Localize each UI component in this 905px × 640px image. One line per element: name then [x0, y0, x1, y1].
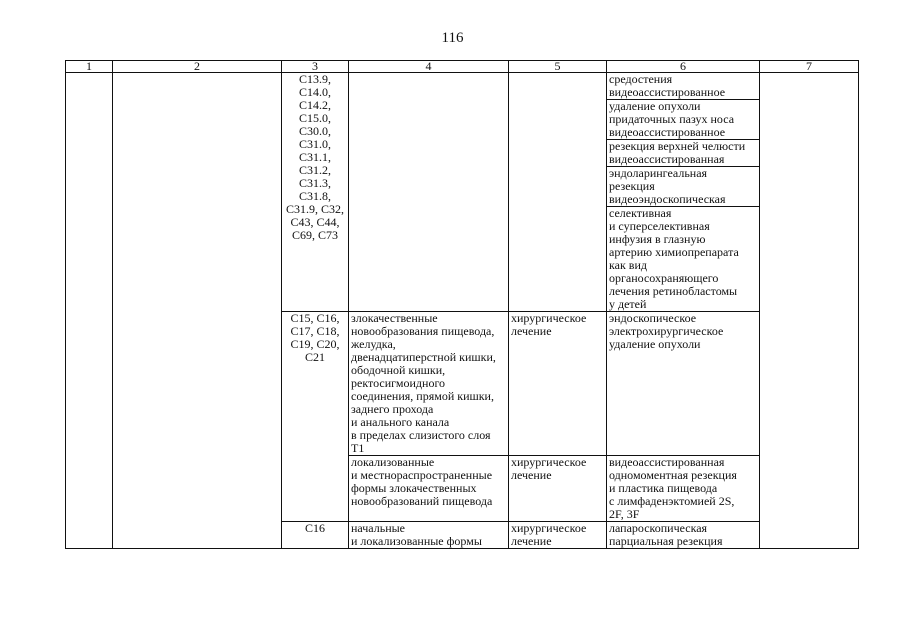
treatment-cell: [509, 73, 607, 312]
text-line: электрохирургическое: [609, 324, 724, 338]
text-line: у детей: [609, 297, 647, 311]
text-line: лечения ретинобластомы: [609, 284, 738, 298]
text-line: 2F, 3F: [609, 507, 640, 521]
text-line: и местнораспространенные: [351, 468, 493, 482]
text-line: C14.0,: [298, 85, 331, 99]
text-line: ободочной кишки,: [351, 363, 446, 377]
text-line: начальные: [351, 521, 406, 535]
text-line: C43, C44,: [290, 215, 340, 229]
method-block: [607, 99, 759, 139]
text-line: резекция: [609, 179, 655, 193]
text-line: и пластика пищевода: [609, 481, 718, 495]
text-line: удаление опухоли: [609, 99, 701, 113]
text-line: C21: [304, 350, 325, 364]
text-line: селективная: [609, 206, 672, 220]
text-line: новообразований пищевода: [351, 494, 493, 508]
text-line: C17, C18,: [290, 324, 340, 338]
method-block: [609, 73, 757, 99]
cell-col7: [760, 73, 859, 549]
text-line: новообразования пищевода,: [351, 324, 495, 338]
column-header-row: [66, 61, 859, 73]
document-table: [65, 60, 859, 549]
text-line: C31.2,: [298, 163, 331, 177]
column-header: 3: [282, 61, 349, 73]
text-line: одномоментная резекция: [609, 468, 737, 482]
methods-cell: [607, 73, 760, 312]
text-line: резекция верхней челюсти: [609, 139, 746, 153]
cell-col1: [66, 73, 113, 549]
text-line: хирургическое: [511, 311, 587, 325]
text-line: ректосигмоидного: [351, 376, 446, 390]
codes-cell: [282, 522, 349, 549]
treatment-cell: [509, 456, 607, 522]
text-line: в пределах слизистого слоя: [351, 428, 491, 442]
text-line: лечение: [511, 468, 552, 482]
treatment-cell: [509, 312, 607, 456]
column-header: 4: [349, 61, 509, 73]
text-line: удаление опухоли: [609, 337, 701, 351]
text-line: C14.2,: [298, 98, 331, 112]
text-line: злокачественные: [351, 311, 438, 325]
diagnosis-cell: [349, 456, 509, 522]
text-line: C31.0,: [298, 137, 331, 151]
text-line: желудка,: [351, 337, 396, 351]
column-header: 1: [66, 61, 113, 73]
text-line: C13.9,: [298, 72, 331, 86]
text-line: органосохраняющего: [609, 271, 719, 285]
methods-cell: [607, 312, 760, 456]
text-line: с лимфаденэктомией 2S,: [609, 494, 735, 508]
page-number: 116: [441, 30, 464, 46]
cell-col2: [113, 73, 282, 549]
text-line: средостения: [609, 72, 673, 86]
text-line: и суперселективная: [609, 219, 710, 233]
text-line: видеоассистированная: [609, 455, 725, 469]
method-block: [607, 166, 759, 206]
text-line: эндоскопическое: [609, 311, 697, 325]
text-line: лечение: [511, 324, 552, 338]
text-line: C15, C16,: [290, 311, 340, 325]
method-block: [609, 522, 757, 548]
text-line: C30.0,: [298, 124, 331, 138]
codes-cell: [282, 73, 349, 312]
column-header: 6: [607, 61, 760, 73]
text-line: C69, C73: [291, 228, 338, 242]
method-block: [607, 206, 759, 311]
text-line: лечение: [511, 534, 552, 548]
text-line: формы злокачественных: [351, 481, 477, 495]
column-header: 5: [509, 61, 607, 73]
text-line: C16: [304, 521, 325, 535]
method-block: [609, 456, 757, 521]
text-line: хирургическое: [511, 455, 587, 469]
text-line: эндоларингеальная: [609, 166, 708, 180]
text-line: придаточных пазух носа: [609, 112, 735, 126]
column-header: 2: [113, 61, 282, 73]
methods-cell: [607, 522, 760, 549]
text-line: C19, C20,: [290, 337, 340, 351]
text-line: локализованные: [351, 455, 435, 469]
text-line: и локализованные формы: [351, 534, 482, 548]
text-line: заднего прохода: [351, 402, 434, 416]
text-line: парциальная резекция: [609, 534, 723, 548]
text-line: T1: [351, 441, 365, 455]
text-line: видеоэндоскопическая: [609, 192, 726, 206]
method-block: [607, 139, 759, 166]
text-line: C31.3,: [298, 176, 331, 190]
diagnosis-cell: [349, 73, 509, 312]
text-line: лапароскопическая: [609, 521, 708, 535]
text-line: двенадцатиперстной кишки,: [351, 350, 496, 364]
method-block: [609, 312, 757, 351]
text-line: C31.1,: [298, 150, 331, 164]
treatment-cell: [509, 522, 607, 549]
table-row: [66, 73, 859, 312]
text-line: видеоассистированное: [609, 125, 726, 139]
text-line: как вид: [609, 258, 647, 272]
text-line: C15.0,: [298, 111, 331, 125]
text-line: инфузия в глазную: [609, 232, 706, 246]
diagnosis-cell: [349, 312, 509, 456]
text-line: C31.8,: [298, 189, 331, 203]
diagnosis-cell: [349, 522, 509, 549]
codes-cell: [282, 312, 349, 522]
text-line: артерию химиопрепарата: [609, 245, 739, 259]
column-header: 7: [760, 61, 859, 73]
text-line: хирургическое: [511, 521, 587, 535]
text-line: видеоассистированная: [609, 152, 725, 166]
methods-cell: [607, 456, 760, 522]
text-line: C31.9, C32,: [285, 202, 344, 216]
text-line: соединения, прямой кишки,: [351, 389, 494, 403]
text-line: и анального канала: [351, 415, 450, 429]
text-line: видеоассистированное: [609, 85, 726, 99]
